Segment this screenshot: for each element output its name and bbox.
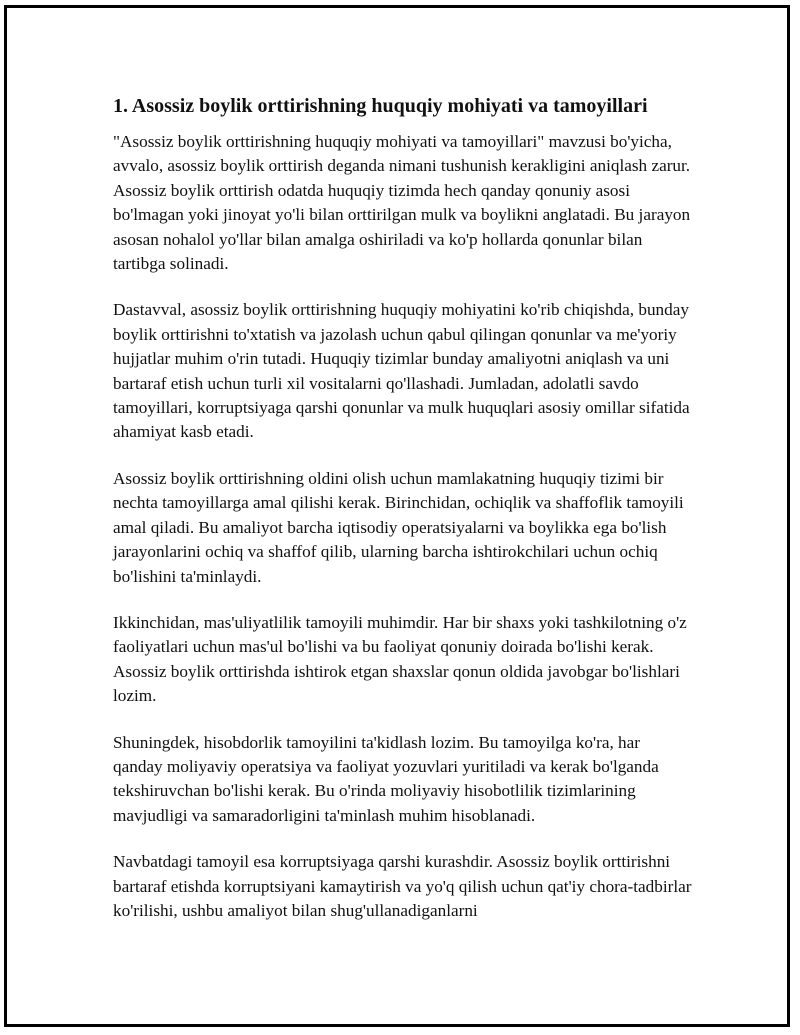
- paragraph-6: Navbatdagi tamoyil esa korruptsiyaga qarshi kurashdir. Asossiz boylik orttirishni bartaraf etishda korruptsiyani kamaytirish va yo'q qilish uchun qat'iy chora-tadbirlar ko'rilishi, ushbu amaliyot bilan shug'ullanadiganlarni: [113, 852, 692, 920]
- paragraph-5: Shuningdek, hisobdorlik tamoyilini ta'kidlash lozim. Bu tamoyilga ko'ra, har qanday moliyaviy operatsiya va faoliyat yozuvlari yuritiladi va kerak bo'lganda tekshiruvchan bo'lishi kerak. Bu o'rinda moliyaviy hisobotlilik tizimlarining mavjudligi va samaradorligini ta'minlash muhim hisoblanadi.: [113, 732, 659, 825]
- paragraph-1: "Asossiz boylik orttirishning huquqiy mohiyati va tamoyillari" mavzusi bo'yicha, avvalo, asossiz boylik orttirish deganda nimani tushunish kerakligini aniqlash zarur. Asossiz boylik orttirish odatda huquqiy tizimda hech qanday qonuniy asosi bo'lmagan yoki jinoyat yo'li bilan orttirilgan mulk va boylikni anglatadi. Bu jarayon asosan nohalol yo'llar bilan amalga oshiriladi va ko'p hollarda qonunlar bilan tartibga solinadi.: [113, 132, 691, 274]
- section-heading: 1. Asossiz boylik orttirishning huquqiy mohiyati va tamoyillari: [113, 95, 648, 117]
- paragraph-2: Dastavval, asossiz boylik orttirishning huquqiy mohiyatini ko'rib chiqishda, bunday boylik orttirishni to'xtatish va jazolash uchun qabul qilingan qonunlar va me'yoriy hujjatlar muhim o'rin tutadi. Huquqiy tizimlar bunday amaliyotni aniqlash va uni bartaraf etish uchun turli xil vositalarni qo'llashadi. Jumladan, adolatli savdo tamoyillari, korruptsiyaga qarshi qonunlar va mulk huquqlari asosiy omillar sifatida ahamiyat kasb etadi.: [113, 300, 690, 442]
- document-body: [113, 92, 693, 945]
- paragraph-3: Asossiz boylik orttirishning oldini olish uchun mamlakatning huquqiy tizimi bir nechta tamoyillarga amal qilishi kerak. Birinchidan, ochiqlik va shaffoflik tamoyili amal qiladi. Bu amaliyot barcha iqtisodiy operatsiyalarni va boylikka ega bo'lish jarayonlarini ochiq va shaffof qilib, ularning barcha ishtirokchilari uchun ochiq bo'lishini ta'minlaydi.: [113, 468, 684, 586]
- paragraph-4: Ikkinchidan, mas'uliyatlilik tamoyili muhimdir. Har bir shaxs yoki tashkilotning o'z faoliyatlari uchun mas'ul bo'lishi va bu faoliyat qonuniy doirada bo'lishi kerak. Asossiz boylik orttirishda ishtirok etgan shaxslar qonun oldida javobgar bo'lishlari lozim.: [113, 612, 687, 706]
